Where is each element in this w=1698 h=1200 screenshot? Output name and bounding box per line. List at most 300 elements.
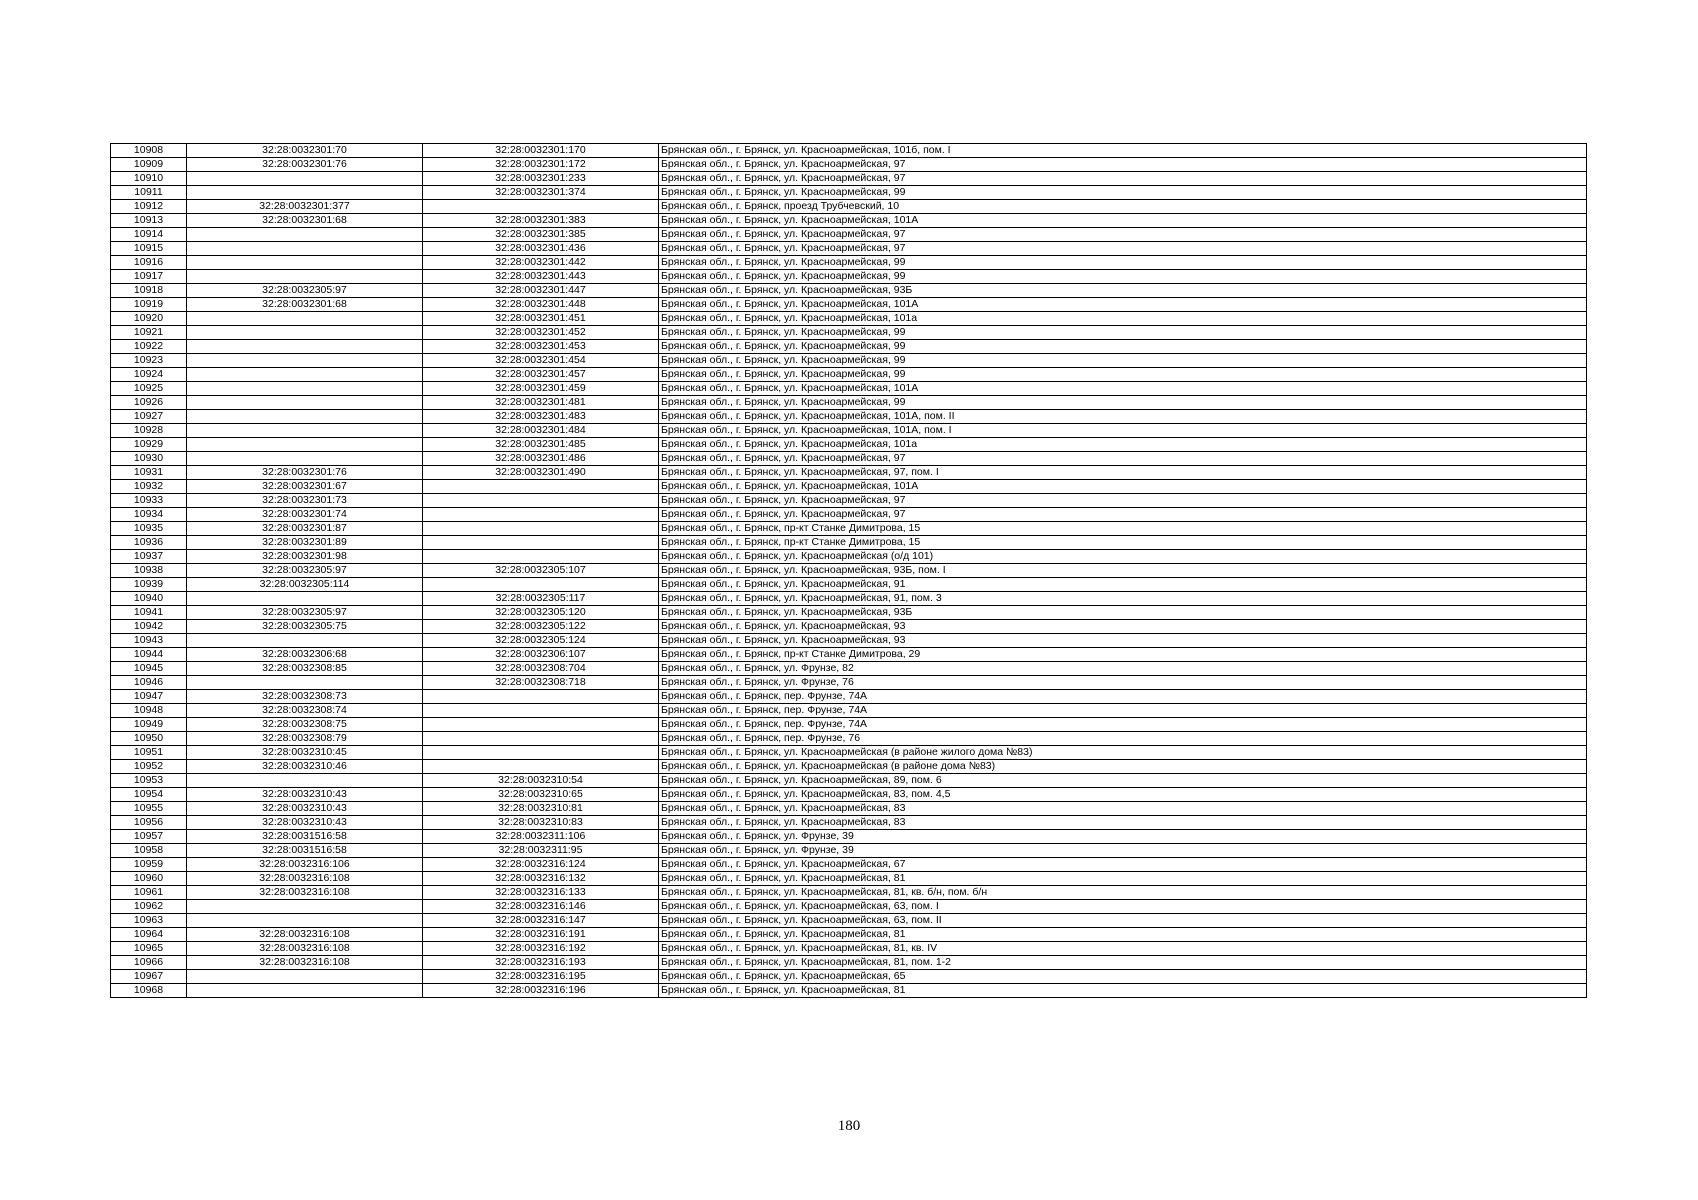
- table-row: [111, 578, 1587, 592]
- table-row: [111, 914, 1587, 928]
- registry-table-body: [111, 144, 1587, 998]
- object-cadastral-number-cell: 32:28:0032301:454: [423, 354, 659, 368]
- address-cell: Брянская обл., г. Брянск, пер. Фрунзе, 74А: [659, 690, 1587, 704]
- table-row: [111, 606, 1587, 620]
- address-cell: Брянская обл., г. Брянск, ул. Красноармейская, 99: [659, 326, 1587, 340]
- address-cell: Брянская обл., г. Брянск, пр-кт Станке Димитрова, 15: [659, 536, 1587, 550]
- table-row: [111, 844, 1587, 858]
- table-row: [111, 172, 1587, 186]
- row-number-cell: 10940: [111, 592, 187, 606]
- object-cadastral-number-cell: 32:28:0032301:442: [423, 256, 659, 270]
- parcel-cadastral-number-cell: 32:28:0032301:73: [187, 494, 423, 508]
- object-cadastral-number-cell: 32:28:0032316:146: [423, 900, 659, 914]
- object-cadastral-number-cell: 32:28:0032301:457: [423, 368, 659, 382]
- parcel-cadastral-number-cell: 32:28:0032305:97: [187, 564, 423, 578]
- parcel-cadastral-number-cell: 32:28:0032301:67: [187, 480, 423, 494]
- row-number-cell: 10961: [111, 886, 187, 900]
- address-cell: Брянская обл., г. Брянск, ул. Фрунзе, 76: [659, 676, 1587, 690]
- address-cell: Брянская обл., г. Брянск, ул. Красноармейская, 99: [659, 354, 1587, 368]
- row-number-cell: 10934: [111, 508, 187, 522]
- object-cadastral-number-cell: 32:28:0032301:453: [423, 340, 659, 354]
- object-cadastral-number-cell: 32:28:0032306:107: [423, 648, 659, 662]
- row-number-cell: 10916: [111, 256, 187, 270]
- table-row: [111, 480, 1587, 494]
- table-row: [111, 648, 1587, 662]
- row-number-cell: 10920: [111, 312, 187, 326]
- address-cell: Брянская обл., г. Брянск, ул. Красноармейская, 83: [659, 802, 1587, 816]
- object-cadastral-number-cell: [423, 522, 659, 536]
- table-row: [111, 410, 1587, 424]
- parcel-cadastral-number-cell: 32:28:0031516:58: [187, 844, 423, 858]
- object-cadastral-number-cell: [423, 480, 659, 494]
- row-number-cell: 10962: [111, 900, 187, 914]
- row-number-cell: 10936: [111, 536, 187, 550]
- object-cadastral-number-cell: 32:28:0032316:132: [423, 872, 659, 886]
- parcel-cadastral-number-cell: [187, 382, 423, 396]
- object-cadastral-number-cell: 32:28:0032311:95: [423, 844, 659, 858]
- object-cadastral-number-cell: [423, 690, 659, 704]
- table-row: [111, 662, 1587, 676]
- table-row: [111, 802, 1587, 816]
- row-number-cell: 10946: [111, 676, 187, 690]
- address-cell: Брянская обл., г. Брянск, пр-кт Станке Димитрова, 15: [659, 522, 1587, 536]
- object-cadastral-number-cell: 32:28:0032301:483: [423, 410, 659, 424]
- object-cadastral-number-cell: 32:28:0032301:481: [423, 396, 659, 410]
- address-cell: Брянская обл., г. Брянск, ул. Красноармейская, 91: [659, 578, 1587, 592]
- table-row: [111, 522, 1587, 536]
- address-cell: Брянская обл., г. Брянск, ул. Красноармейская, 91, пом. 3: [659, 592, 1587, 606]
- table-row: [111, 452, 1587, 466]
- object-cadastral-number-cell: [423, 200, 659, 214]
- row-number-cell: 10938: [111, 564, 187, 578]
- object-cadastral-number-cell: 32:28:0032308:718: [423, 676, 659, 690]
- parcel-cadastral-number-cell: 32:28:0032305:114: [187, 578, 423, 592]
- table-row: [111, 788, 1587, 802]
- parcel-cadastral-number-cell: [187, 452, 423, 466]
- table-row: [111, 970, 1587, 984]
- address-cell: Брянская обл., г. Брянск, ул. Фрунзе, 39: [659, 830, 1587, 844]
- table-row: [111, 872, 1587, 886]
- row-number-cell: 10942: [111, 620, 187, 634]
- address-cell: Брянская обл., г. Брянск, ул. Красноармейская, 81: [659, 928, 1587, 942]
- row-number-cell: 10925: [111, 382, 187, 396]
- parcel-cadastral-number-cell: 32:28:0032316:108: [187, 956, 423, 970]
- parcel-cadastral-number-cell: [187, 914, 423, 928]
- parcel-cadastral-number-cell: 32:28:0032301:68: [187, 214, 423, 228]
- row-number-cell: 10954: [111, 788, 187, 802]
- parcel-cadastral-number-cell: 32:28:0031516:58: [187, 830, 423, 844]
- object-cadastral-number-cell: 32:28:0032301:459: [423, 382, 659, 396]
- object-cadastral-number-cell: [423, 718, 659, 732]
- table-row: [111, 340, 1587, 354]
- parcel-cadastral-number-cell: 32:28:0032308:85: [187, 662, 423, 676]
- row-number-cell: 10950: [111, 732, 187, 746]
- table-row: [111, 942, 1587, 956]
- table-row: [111, 438, 1587, 452]
- parcel-cadastral-number-cell: [187, 396, 423, 410]
- row-number-cell: 10965: [111, 942, 187, 956]
- row-number-cell: 10947: [111, 690, 187, 704]
- address-cell: Брянская обл., г. Брянск, ул. Красноармейская, 81, пом. 1-2: [659, 956, 1587, 970]
- object-cadastral-number-cell: 32:28:0032310:65: [423, 788, 659, 802]
- row-number-cell: 10919: [111, 298, 187, 312]
- row-number-cell: 10948: [111, 704, 187, 718]
- address-cell: Брянская обл., г. Брянск, ул. Красноармейская, 101а: [659, 312, 1587, 326]
- row-number-cell: 10932: [111, 480, 187, 494]
- parcel-cadastral-number-cell: [187, 228, 423, 242]
- parcel-cadastral-number-cell: 32:28:0032310:43: [187, 816, 423, 830]
- address-cell: Брянская обл., г. Брянск, ул. Красноармейская, 93Б: [659, 606, 1587, 620]
- parcel-cadastral-number-cell: 32:28:0032301:68: [187, 298, 423, 312]
- object-cadastral-number-cell: 32:28:0032316:147: [423, 914, 659, 928]
- table-row: [111, 732, 1587, 746]
- table-row: [111, 242, 1587, 256]
- parcel-cadastral-number-cell: 32:28:0032301:70: [187, 144, 423, 158]
- row-number-cell: 10914: [111, 228, 187, 242]
- row-number-cell: 10933: [111, 494, 187, 508]
- object-cadastral-number-cell: 32:28:0032301:374: [423, 186, 659, 200]
- row-number-cell: 10953: [111, 774, 187, 788]
- row-number-cell: 10959: [111, 858, 187, 872]
- table-row: [111, 186, 1587, 200]
- table-row: [111, 256, 1587, 270]
- parcel-cadastral-number-cell: 32:28:0032301:76: [187, 466, 423, 480]
- object-cadastral-number-cell: 32:28:0032301:490: [423, 466, 659, 480]
- object-cadastral-number-cell: 32:28:0032301:385: [423, 228, 659, 242]
- row-number-cell: 10955: [111, 802, 187, 816]
- address-cell: Брянская обл., г. Брянск, ул. Красноармейская, 67: [659, 858, 1587, 872]
- address-cell: Брянская обл., г. Брянск, ул. Красноармейская, 97: [659, 508, 1587, 522]
- parcel-cadastral-number-cell: [187, 676, 423, 690]
- address-cell: Брянская обл., г. Брянск, проезд Трубчевский, 10: [659, 200, 1587, 214]
- table-row: [111, 424, 1587, 438]
- row-number-cell: 10911: [111, 186, 187, 200]
- address-cell: Брянская обл., г. Брянск, ул. Красноармейская, 101А, пом. I: [659, 424, 1587, 438]
- object-cadastral-number-cell: 32:28:0032310:54: [423, 774, 659, 788]
- parcel-cadastral-number-cell: [187, 340, 423, 354]
- object-cadastral-number-cell: 32:28:0032310:83: [423, 816, 659, 830]
- address-cell: Брянская обл., г. Брянск, ул. Красноармейская, 99: [659, 186, 1587, 200]
- row-number-cell: 10945: [111, 662, 187, 676]
- table-row: [111, 858, 1587, 872]
- address-cell: Брянская обл., г. Брянск, ул. Красноармейская, 97: [659, 228, 1587, 242]
- address-cell: Брянская обл., г. Брянск, ул. Красноармейская, 101А: [659, 298, 1587, 312]
- object-cadastral-number-cell: 32:28:0032301:443: [423, 270, 659, 284]
- object-cadastral-number-cell: 32:28:0032301:485: [423, 438, 659, 452]
- address-cell: Брянская обл., г. Брянск, ул. Красноармейская, 93Б, пом. I: [659, 564, 1587, 578]
- parcel-cadastral-number-cell: 32:28:0032308:74: [187, 704, 423, 718]
- address-cell: Брянская обл., г. Брянск, ул. Красноармейская, 99: [659, 256, 1587, 270]
- parcel-cadastral-number-cell: 32:28:0032301:76: [187, 158, 423, 172]
- address-cell: Брянская обл., г. Брянск, ул. Красноармейская, 101А, пом. II: [659, 410, 1587, 424]
- address-cell: Брянская обл., г. Брянск, пер. Фрунзе, 76: [659, 732, 1587, 746]
- object-cadastral-number-cell: 32:28:0032301:447: [423, 284, 659, 298]
- row-number-cell: 10922: [111, 340, 187, 354]
- row-number-cell: 10917: [111, 270, 187, 284]
- table-row: [111, 676, 1587, 690]
- object-cadastral-number-cell: [423, 536, 659, 550]
- table-row: [111, 354, 1587, 368]
- object-cadastral-number-cell: 32:28:0032316:191: [423, 928, 659, 942]
- object-cadastral-number-cell: [423, 578, 659, 592]
- address-cell: Брянская обл., г. Брянск, ул. Красноармейская, 83: [659, 816, 1587, 830]
- object-cadastral-number-cell: 32:28:0032301:170: [423, 144, 659, 158]
- parcel-cadastral-number-cell: [187, 970, 423, 984]
- object-cadastral-number-cell: 32:28:0032311:106: [423, 830, 659, 844]
- table-row: [111, 718, 1587, 732]
- table-row: [111, 816, 1587, 830]
- table-row: [111, 312, 1587, 326]
- table-row: [111, 494, 1587, 508]
- row-number-cell: 10951: [111, 746, 187, 760]
- parcel-cadastral-number-cell: [187, 270, 423, 284]
- object-cadastral-number-cell: 32:28:0032301:448: [423, 298, 659, 312]
- parcel-cadastral-number-cell: [187, 368, 423, 382]
- object-cadastral-number-cell: 32:28:0032305:117: [423, 592, 659, 606]
- address-cell: Брянская обл., г. Брянск, ул. Красноармейская, 83, пом. 4,5: [659, 788, 1587, 802]
- object-cadastral-number-cell: 32:28:0032308:704: [423, 662, 659, 676]
- row-number-cell: 10930: [111, 452, 187, 466]
- address-cell: Брянская обл., г. Брянск, ул. Красноармейская, 81: [659, 984, 1587, 998]
- table-row: [111, 928, 1587, 942]
- table-row: [111, 144, 1587, 158]
- row-number-cell: 10935: [111, 522, 187, 536]
- address-cell: Брянская обл., г. Брянск, ул. Красноармейская, 99: [659, 270, 1587, 284]
- table-row: [111, 200, 1587, 214]
- table-row: [111, 368, 1587, 382]
- parcel-cadastral-number-cell: 32:28:0032308:73: [187, 690, 423, 704]
- address-cell: Брянская обл., г. Брянск, пр-кт Станке Димитрова, 29: [659, 648, 1587, 662]
- parcel-cadastral-number-cell: 32:28:0032305:97: [187, 606, 423, 620]
- address-cell: Брянская обл., г. Брянск, ул. Красноармейская, 101А: [659, 382, 1587, 396]
- row-number-cell: 10921: [111, 326, 187, 340]
- address-cell: Брянская обл., г. Брянск, пер. Фрунзе, 74А: [659, 718, 1587, 732]
- address-cell: Брянская обл., г. Брянск, ул. Красноармейская (в районе жилого дома №83): [659, 746, 1587, 760]
- parcel-cadastral-number-cell: 32:28:0032301:74: [187, 508, 423, 522]
- address-cell: Брянская обл., г. Брянск, ул. Красноармейская, 65: [659, 970, 1587, 984]
- row-number-cell: 10910: [111, 172, 187, 186]
- row-number-cell: 10943: [111, 634, 187, 648]
- parcel-cadastral-number-cell: [187, 326, 423, 340]
- object-cadastral-number-cell: [423, 760, 659, 774]
- object-cadastral-number-cell: 32:28:0032316:193: [423, 956, 659, 970]
- parcel-cadastral-number-cell: [187, 172, 423, 186]
- address-cell: Брянская обл., г. Брянск, ул. Фрунзе, 39: [659, 844, 1587, 858]
- table-row: [111, 774, 1587, 788]
- address-cell: Брянская обл., г. Брянск, ул. Красноармейская (в районе дома №83): [659, 760, 1587, 774]
- row-number-cell: 10924: [111, 368, 187, 382]
- address-cell: Брянская обл., г. Брянск, ул. Красноармейская, 101А: [659, 214, 1587, 228]
- object-cadastral-number-cell: [423, 704, 659, 718]
- row-number-cell: 10963: [111, 914, 187, 928]
- address-cell: Брянская обл., г. Брянск, ул. Красноармейская, 97: [659, 242, 1587, 256]
- object-cadastral-number-cell: [423, 732, 659, 746]
- address-cell: Брянская обл., г. Брянск, ул. Красноармейская, 63, пом. I: [659, 900, 1587, 914]
- address-cell: Брянская обл., г. Брянск, ул. Красноармейская, 99: [659, 340, 1587, 354]
- address-cell: Брянская обл., г. Брянск, ул. Красноармейская, 101б, пом. I: [659, 144, 1587, 158]
- parcel-cadastral-number-cell: [187, 774, 423, 788]
- row-number-cell: 10912: [111, 200, 187, 214]
- table-row: [111, 466, 1587, 480]
- address-cell: Брянская обл., г. Брянск, ул. Красноармейская, 97: [659, 172, 1587, 186]
- parcel-cadastral-number-cell: 32:28:0032301:87: [187, 522, 423, 536]
- row-number-cell: 10968: [111, 984, 187, 998]
- parcel-cadastral-number-cell: [187, 984, 423, 998]
- table-row: [111, 634, 1587, 648]
- parcel-cadastral-number-cell: 32:28:0032301:89: [187, 536, 423, 550]
- object-cadastral-number-cell: 32:28:0032301:172: [423, 158, 659, 172]
- address-cell: Брянская обл., г. Брянск, ул. Красноармейская, 97: [659, 158, 1587, 172]
- table-row: [111, 830, 1587, 844]
- table-row: [111, 690, 1587, 704]
- registry-table: [110, 143, 1587, 998]
- object-cadastral-number-cell: [423, 494, 659, 508]
- address-cell: Брянская обл., г. Брянск, ул. Красноармейская, 99: [659, 396, 1587, 410]
- table-row: [111, 900, 1587, 914]
- row-number-cell: 10929: [111, 438, 187, 452]
- table-row: [111, 746, 1587, 760]
- address-cell: Брянская обл., г. Брянск, ул. Красноармейская, 93: [659, 634, 1587, 648]
- row-number-cell: 10908: [111, 144, 187, 158]
- object-cadastral-number-cell: 32:28:0032316:133: [423, 886, 659, 900]
- parcel-cadastral-number-cell: 32:28:0032301:377: [187, 200, 423, 214]
- table-row: [111, 564, 1587, 578]
- parcel-cadastral-number-cell: 32:28:0032308:79: [187, 732, 423, 746]
- table-row: [111, 704, 1587, 718]
- address-cell: Брянская обл., г. Брянск, ул. Красноармейская, 101а: [659, 438, 1587, 452]
- object-cadastral-number-cell: 32:28:0032316:196: [423, 984, 659, 998]
- parcel-cadastral-number-cell: 32:28:0032316:108: [187, 886, 423, 900]
- table-row: [111, 536, 1587, 550]
- object-cadastral-number-cell: 32:28:0032316:195: [423, 970, 659, 984]
- parcel-cadastral-number-cell: [187, 242, 423, 256]
- object-cadastral-number-cell: 32:28:0032305:124: [423, 634, 659, 648]
- parcel-cadastral-number-cell: 32:28:0032308:75: [187, 718, 423, 732]
- object-cadastral-number-cell: 32:28:0032301:452: [423, 326, 659, 340]
- row-number-cell: 10966: [111, 956, 187, 970]
- address-cell: Брянская обл., г. Брянск, ул. Красноармейская, 97, пом. I: [659, 466, 1587, 480]
- page-number: 180: [837, 1118, 861, 1134]
- table-row: [111, 270, 1587, 284]
- row-number-cell: 10941: [111, 606, 187, 620]
- parcel-cadastral-number-cell: 32:28:0032306:68: [187, 648, 423, 662]
- table-row: [111, 284, 1587, 298]
- parcel-cadastral-number-cell: [187, 634, 423, 648]
- address-cell: Брянская обл., г. Брянск, ул. Красноармейская, 97: [659, 494, 1587, 508]
- table-row: [111, 620, 1587, 634]
- table-row: [111, 298, 1587, 312]
- parcel-cadastral-number-cell: 32:28:0032310:43: [187, 802, 423, 816]
- parcel-cadastral-number-cell: [187, 256, 423, 270]
- object-cadastral-number-cell: 32:28:0032301:486: [423, 452, 659, 466]
- parcel-cadastral-number-cell: [187, 354, 423, 368]
- table-row: [111, 214, 1587, 228]
- row-number-cell: 10923: [111, 354, 187, 368]
- row-number-cell: 10937: [111, 550, 187, 564]
- parcel-cadastral-number-cell: 32:28:0032316:106: [187, 858, 423, 872]
- table-row: [111, 550, 1587, 564]
- object-cadastral-number-cell: 32:28:0032316:192: [423, 942, 659, 956]
- row-number-cell: 10964: [111, 928, 187, 942]
- table-row: [111, 760, 1587, 774]
- parcel-cadastral-number-cell: [187, 186, 423, 200]
- row-number-cell: 10967: [111, 970, 187, 984]
- table-row: [111, 886, 1587, 900]
- row-number-cell: 10952: [111, 760, 187, 774]
- parcel-cadastral-number-cell: 32:28:0032310:46: [187, 760, 423, 774]
- parcel-cadastral-number-cell: [187, 438, 423, 452]
- address-cell: Брянская обл., г. Брянск, ул. Красноармейская, 93: [659, 620, 1587, 634]
- row-number-cell: 10960: [111, 872, 187, 886]
- row-number-cell: 10949: [111, 718, 187, 732]
- row-number-cell: 10918: [111, 284, 187, 298]
- row-number-cell: 10944: [111, 648, 187, 662]
- parcel-cadastral-number-cell: 32:28:0032310:43: [187, 788, 423, 802]
- address-cell: Брянская обл., г. Брянск, ул. Фрунзе, 82: [659, 662, 1587, 676]
- table-row: [111, 508, 1587, 522]
- table-row: [111, 326, 1587, 340]
- address-cell: Брянская обл., г. Брянск, ул. Красноармейская, 93Б: [659, 284, 1587, 298]
- address-cell: Брянская обл., г. Брянск, ул. Красноармейская, 101А: [659, 480, 1587, 494]
- parcel-cadastral-number-cell: [187, 900, 423, 914]
- object-cadastral-number-cell: [423, 508, 659, 522]
- object-cadastral-number-cell: 32:28:0032301:436: [423, 242, 659, 256]
- address-cell: Брянская обл., г. Брянск, ул. Красноармейская (о/д 101): [659, 550, 1587, 564]
- row-number-cell: 10927: [111, 410, 187, 424]
- row-number-cell: 10909: [111, 158, 187, 172]
- row-number-cell: 10957: [111, 830, 187, 844]
- parcel-cadastral-number-cell: 32:28:0032310:45: [187, 746, 423, 760]
- object-cadastral-number-cell: 32:28:0032305:107: [423, 564, 659, 578]
- object-cadastral-number-cell: 32:28:0032301:451: [423, 312, 659, 326]
- parcel-cadastral-number-cell: 32:28:0032301:98: [187, 550, 423, 564]
- row-number-cell: 10926: [111, 396, 187, 410]
- parcel-cadastral-number-cell: [187, 424, 423, 438]
- row-number-cell: 10913: [111, 214, 187, 228]
- object-cadastral-number-cell: 32:28:0032301:484: [423, 424, 659, 438]
- object-cadastral-number-cell: [423, 746, 659, 760]
- table-row: [111, 382, 1587, 396]
- table-row: [111, 158, 1587, 172]
- parcel-cadastral-number-cell: 32:28:0032316:108: [187, 942, 423, 956]
- object-cadastral-number-cell: 32:28:0032305:122: [423, 620, 659, 634]
- parcel-cadastral-number-cell: 32:28:0032316:108: [187, 872, 423, 886]
- row-number-cell: 10956: [111, 816, 187, 830]
- table-row: [111, 592, 1587, 606]
- address-cell: Брянская обл., г. Брянск, ул. Красноармейская, 81: [659, 872, 1587, 886]
- address-cell: Брянская обл., г. Брянск, ул. Красноармейская, 99: [659, 368, 1587, 382]
- address-cell: Брянская обл., г. Брянск, ул. Красноармейская, 89, пом. 6: [659, 774, 1587, 788]
- object-cadastral-number-cell: 32:28:0032301:383: [423, 214, 659, 228]
- table-row: [111, 228, 1587, 242]
- table-row: [111, 984, 1587, 998]
- parcel-cadastral-number-cell: 32:28:0032305:75: [187, 620, 423, 634]
- address-cell: Брянская обл., г. Брянск, ул. Красноармейская, 81, кв. б/н, пом. б/н: [659, 886, 1587, 900]
- table-row: [111, 396, 1587, 410]
- object-cadastral-number-cell: 32:28:0032316:124: [423, 858, 659, 872]
- row-number-cell: 10958: [111, 844, 187, 858]
- parcel-cadastral-number-cell: 32:28:0032305:97: [187, 284, 423, 298]
- table-row: [111, 956, 1587, 970]
- parcel-cadastral-number-cell: 32:28:0032316:108: [187, 928, 423, 942]
- object-cadastral-number-cell: [423, 550, 659, 564]
- address-cell: Брянская обл., г. Брянск, ул. Красноармейская, 63, пом. II: [659, 914, 1587, 928]
- row-number-cell: 10928: [111, 424, 187, 438]
- object-cadastral-number-cell: 32:28:0032305:120: [423, 606, 659, 620]
- row-number-cell: 10915: [111, 242, 187, 256]
- address-cell: Брянская обл., г. Брянск, ул. Красноармейская, 81, кв. IV: [659, 942, 1587, 956]
- row-number-cell: 10931: [111, 466, 187, 480]
